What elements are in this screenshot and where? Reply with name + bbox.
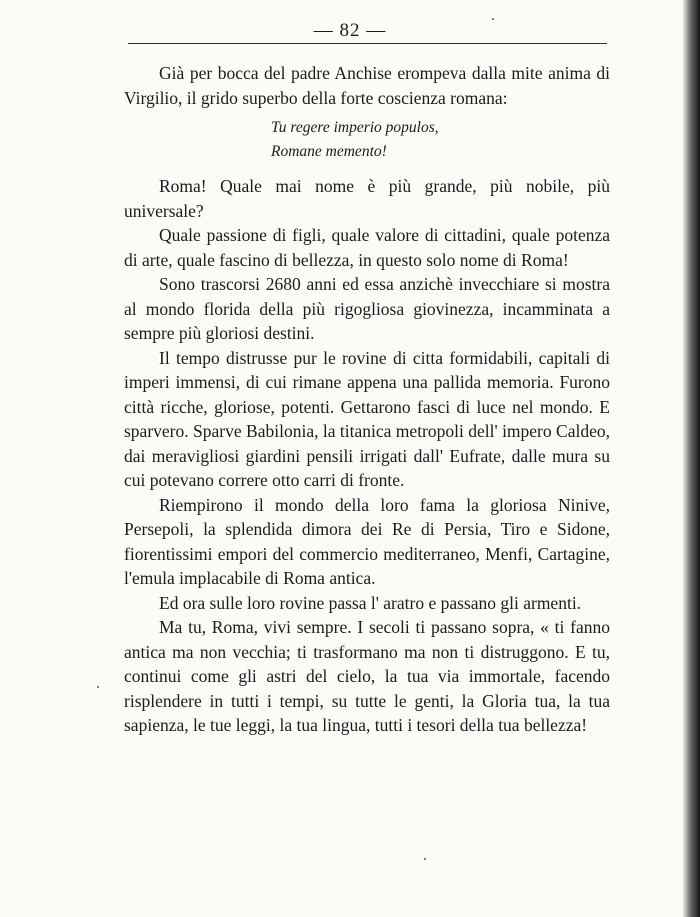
latin-quotation bbox=[271, 116, 610, 163]
header-rule bbox=[128, 43, 607, 44]
paragraph-3: Quale passione di figli, quale valore di cittadini, quale potenza di arte, quale fascino di bellezza, in questo solo nome di Roma! bbox=[124, 225, 610, 270]
page-number: — 82 — bbox=[313, 20, 387, 41]
paragraph-1: Già per bocca del padre Anchise erompeva dalla mite anima di Virgilio, il grido superbo della forte coscienza romana: bbox=[124, 63, 610, 108]
scan-speck bbox=[97, 686, 99, 688]
scan-speck bbox=[424, 858, 426, 860]
quote-line-2: Romane memento! bbox=[271, 142, 387, 160]
paragraph-5: Il tempo distrusse pur le rovine di citta formidabili, capitali di imperi immensi, di cui rimane appena una pallida memoria. Furono città ricche, gloriose, potenti. Gettarono fasci di luce nel mondo. E sparvero. Sparve Babilonia, la titanica metropoli dell' impero Caldeo, dai meravigliosi giardini pensili irrigati dall' Eufrate, dalle mura su cui potevano correre otto carri di fronte. bbox=[124, 347, 610, 490]
paragraph-4: Sono trascorsi 2680 anni ed essa anzichè invecchiare si mostra al mondo florida della più rigogliosa giovinezza, incamminata a sempre più gloriosi destini. bbox=[124, 274, 610, 343]
scan-speck bbox=[492, 18, 494, 20]
quote-line-1: Tu regere imperio populos, bbox=[271, 119, 439, 136]
paragraph-7: Ed ora sulle loro rovine passa l' aratro e passano gli armenti. bbox=[159, 592, 582, 613]
body-text bbox=[124, 58, 610, 738]
page-edge-shadow bbox=[682, 0, 700, 917]
paragraph-2: Roma! Quale mai nome è più grande, più nobile, più universale? bbox=[124, 176, 610, 221]
paragraph-8: Ma tu, Roma, vivi sempre. I secoli ti passano sopra, « ti fanno antica ma non vecchia; ti trasformano ma non ti distruggono. E tu, continui come gli astri del cielo, la tua via immortale, facendo risplendere in tutti i tempi, su tutte le genti, la Gloria tua, la tua sapienza, le tue leggi, la tua lingua, tutti i tesori della tua bellezza! bbox=[124, 617, 610, 735]
paragraph-6: Riempirono il mondo della loro fama la gloriosa Ninive, Persepoli, la splendida dimora dei Re di Persia, Tiro e Sidone, fiorentissimi empori del commercio mediterraneo, Menfi, Cartagine, l'emula implacabile di Roma antica. bbox=[124, 494, 610, 588]
